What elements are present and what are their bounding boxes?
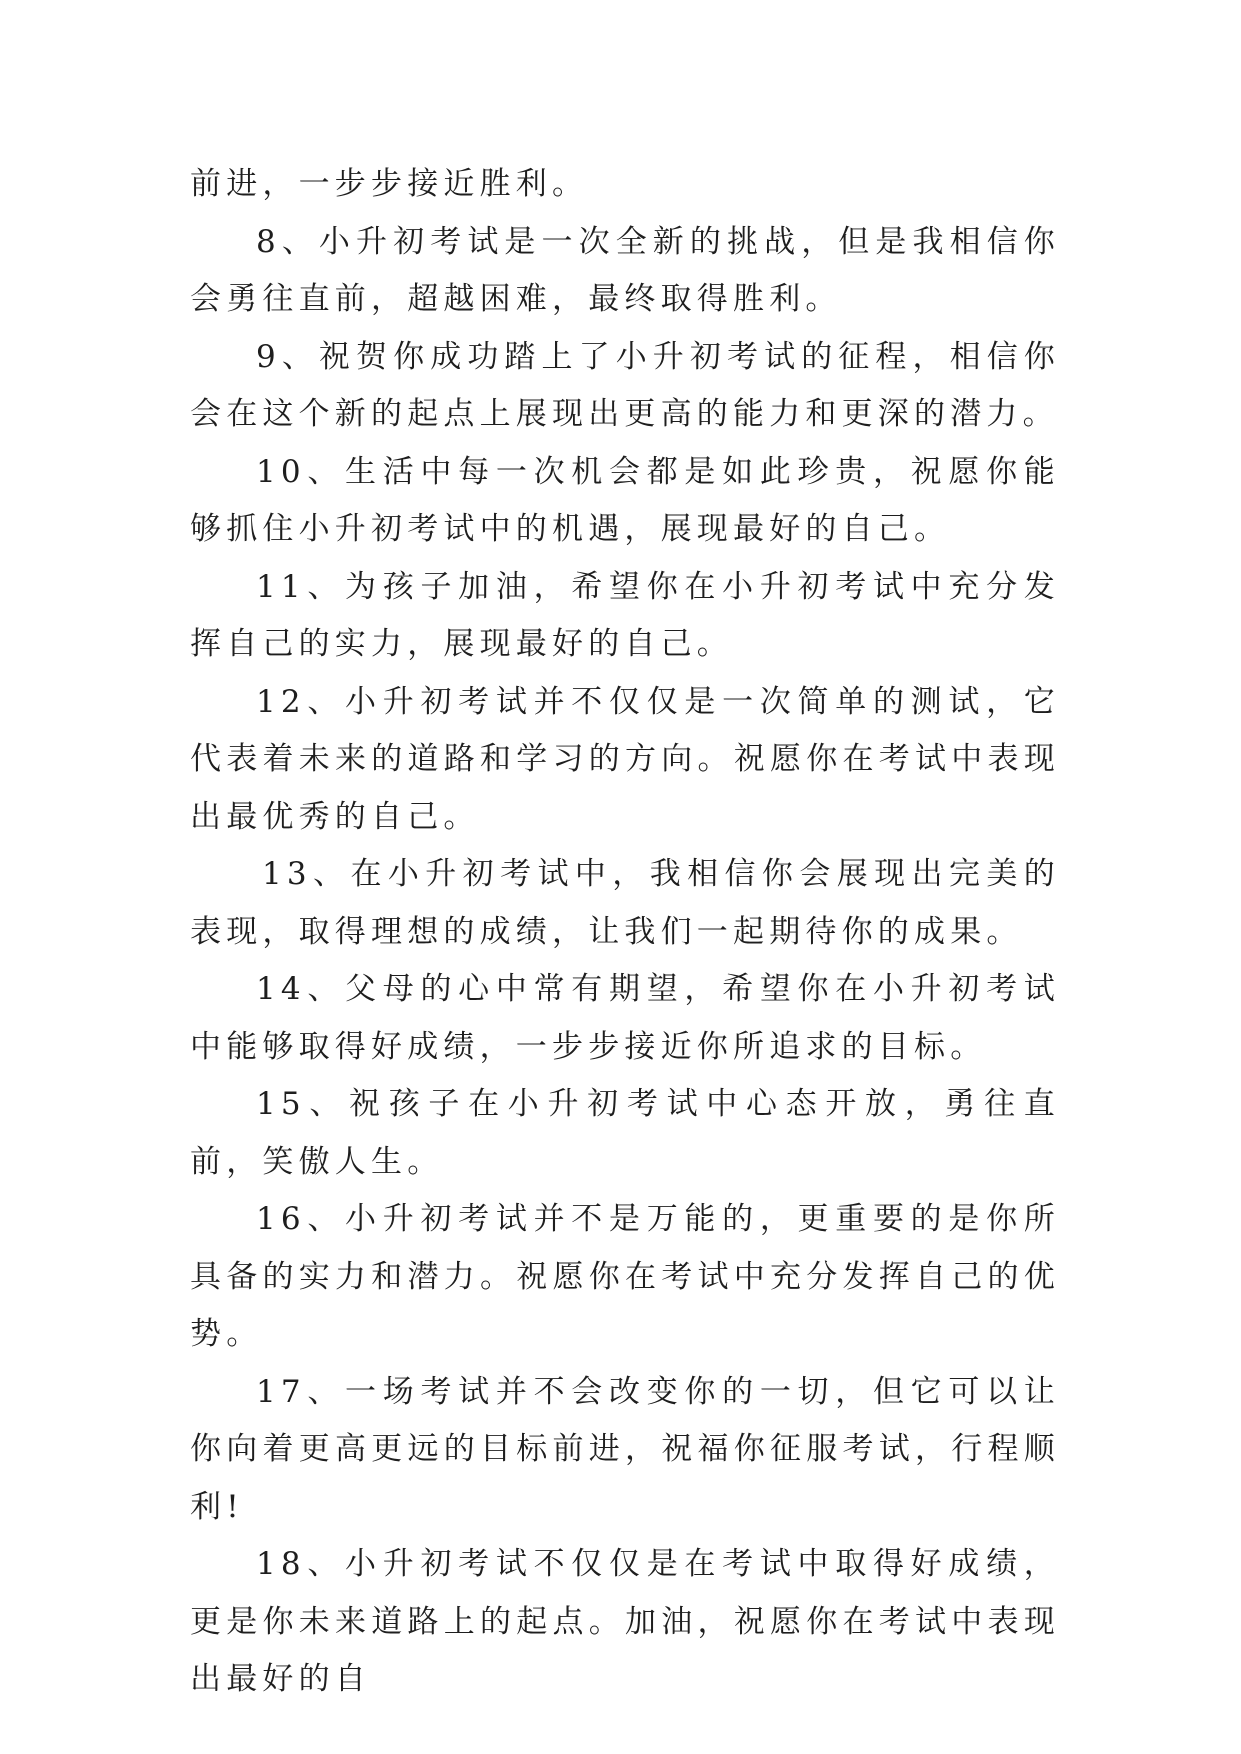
paragraph-item-12: 12、小升初考试并不仅仅是一次简单的测试，它代表着未来的道路和学习的方向。祝愿你在考试中表现出最优秀的自己。: [190, 683, 1060, 835]
paragraph-continuation: 前进，一步步接近胜利。: [190, 166, 589, 202]
paragraph-item-11: 11、为孩子加油，希望你在小升初考试中充分发挥自己的实力，展现最好的自己。: [190, 568, 1060, 662]
paragraph-item-10: 10、生活中每一次机会都是如此珍贵，祝愿你能够抓住小升初考试中的机遇，展现最好的自己。: [190, 453, 1060, 547]
paragraph-item-17: 17、一场考试并不会改变你的一切，但它可以让你向着更高更远的目标前进，祝福你征服考试，行程顺利!: [190, 1373, 1060, 1525]
paragraph-item-16: 16、小升初考试并不是万能的，更重要的是你所具备的实力和潜力。祝愿你在考试中充分发挥自己的优势。: [190, 1201, 1060, 1352]
body-text: [190, 156, 1060, 1709]
paragraph-item-15: 15、祝孩子在小升初考试中心态开放，勇往直前，笑傲人生。: [190, 1086, 1060, 1180]
paragraph-item-9: 9、祝贺你成功踏上了小升初考试的征程，相信你会在这个新的起点上展现出更高的能力和更深的潜力。: [190, 338, 1060, 432]
paragraph-item-18: 18、小升初考试不仅仅是在考试中取得好成绩，更是你未来道路上的起点。加油，祝愿你在考试中表现出最好的自: [190, 1546, 1060, 1697]
paragraph-item-13: 13、在小升初考试中，我相信你会展现出完美的表现，取得理想的成绩，让我们一起期待你的成果。: [190, 856, 1060, 950]
paragraph-item-14: 14、父母的心中常有期望，希望你在小升初考试中能够取得好成绩，一步步接近你所追求的目标。: [190, 971, 1060, 1065]
paragraph-item-8: 8、小升初考试是一次全新的挑战，但是我相信你会勇往直前，超越困难，最终取得胜利。: [190, 223, 1060, 317]
